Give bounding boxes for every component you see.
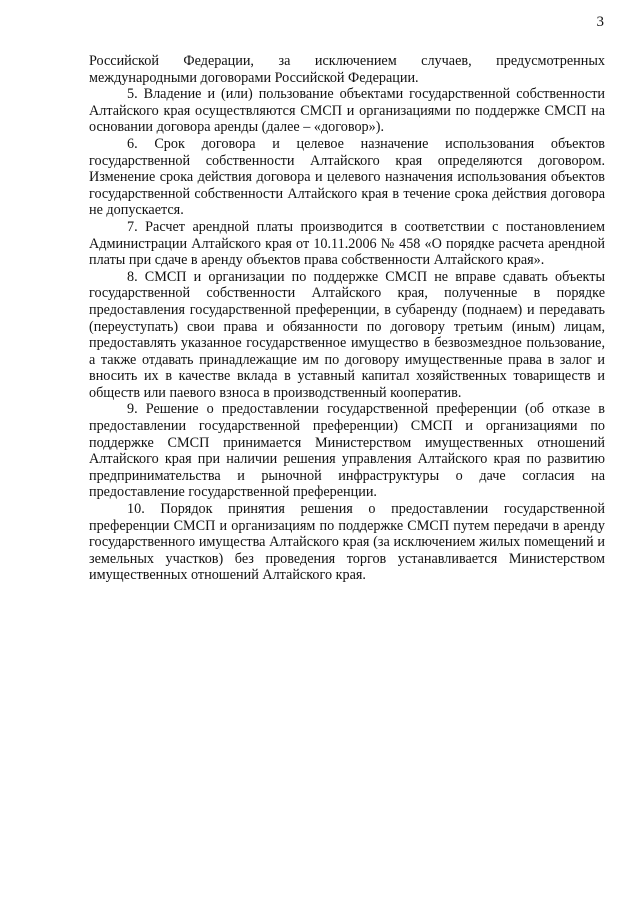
paragraph-5: 5. Владение и (или) пользование объектами государственной собственности Алтайского края осуществляются СМСП и организациями по поддержке СМСП на основании договора аренды (далее – «договор»). [89, 86, 605, 136]
paragraph-8: 8. СМСП и организации по поддержке СМСП не вправе сдавать объекты государственной собственности Алтайского края, полученные в порядке предоставления государственной преференции, в субаренду (поднаем) и передавать (переуступать) свои права и обязанности по договору третьим (иным) лицам, предоставлять указанное государственное имущество в безвозмездное пользование, а также отдавать принадлежащие им по договору имущественные права в залог и вносить их в качестве вклада в уставный капитал хозяйственных товариществ и обществ или паевого взноса в производственный кооператив. [89, 268, 605, 401]
paragraph-10: 10. Порядок принятия решения о предоставлении государственной преференции СМСП и организациям по поддержке СМСП путем передачи в аренду государственного имущества Алтайского края (за исключением жилых помещений и земельных участков) без проведения торгов устанавливается Министерством имущественных отношений Алтайского края. [89, 501, 605, 584]
paragraph-7: 7. Расчет арендной платы производится в соответствии с постановлением Администрации Алтайского края от 10.11.2006 № 458 «О порядке расчета арендной платы при сдаче в аренду объектов права собственности Алтайского края». [89, 218, 605, 269]
document-body [89, 53, 605, 584]
paragraph-6: 6. Срок договора и целевое назначение использования объектов государственной собственности Алтайского края определяются договором. Изменение срока действия договора и целевого назначения использования объектов государственной собственности Алтайского края в течение срока действия договора не допускается. [89, 135, 605, 219]
paragraph-9: 9. Решение о предоставлении государственной преференции (об отказе в предоставлении государственной преференции) СМСП и организациями по поддержке СМСП принимается Министерством имущественных отношений Алтайского края при наличии решения управления Алтайского края по развитию предпринимательства и рыночной инфраструктуры о даче согласия на предоставление государственной преференции. [89, 401, 605, 501]
paragraph-continuation: Российской Федерации, за исключением случаев, предусмотренных международными договорами Российской Федерации. [89, 53, 605, 86]
page-number: 3 [596, 14, 604, 30]
